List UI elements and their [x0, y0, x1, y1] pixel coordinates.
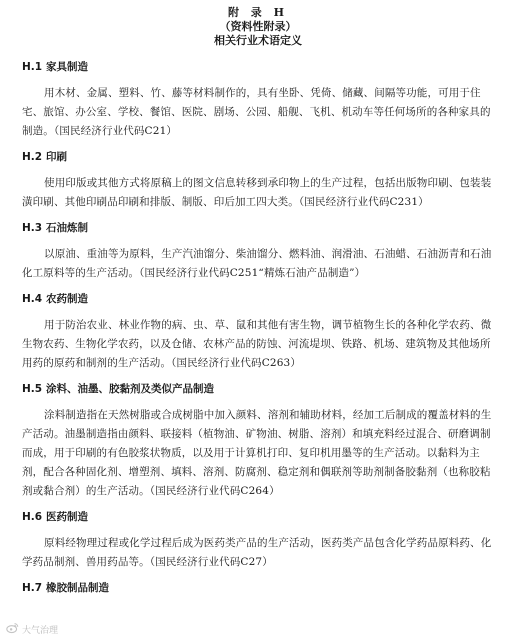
section-body: 用木材、金属、塑料、竹、藤等材料制作的，具有坐卧、凭倚、储藏、间隔等功能，可用于住宅、旅馆、办公室、学校、餐馆、医院、剧场、公园、船舰、飞机、机动车等任何场所的各种家具的制造。（国民经济行业代码C21） [22, 87, 491, 137]
section-title: 医药制造 [46, 511, 88, 523]
section-title: 石油炼制 [46, 222, 88, 234]
appendix-type: （资料性附录） [219, 20, 297, 33]
section-heading [22, 221, 494, 235]
section-heading [22, 292, 494, 306]
section-h2 [22, 150, 494, 212]
section-title: 农药制造 [46, 293, 88, 305]
section-title: 印刷 [46, 151, 67, 163]
section-body: 用于防治农业、林业作物的病、虫、草、鼠和其他有害生物，调节植物生长的各种化学农药、微生物农药、生物化学农药，以及仓储、农林产品的防蚀、河流堤坝、铁路、机场、建筑物及其他场所用药的原药和制剂的生产活动。（国民经济行业代码C263） [22, 319, 492, 369]
section-number: H.5 [22, 383, 43, 395]
section-number: H.4 [22, 293, 43, 305]
appendix-header [22, 6, 494, 48]
section-heading [22, 581, 494, 595]
section-title: 橡胶制品制造 [46, 582, 109, 594]
section-h5 [22, 382, 494, 501]
section-title: 涂料、油墨、胶黏剂及类似产品制造 [46, 383, 214, 395]
section-h7 [22, 581, 494, 595]
section-h6 [22, 510, 494, 572]
section-body: 使用印版或其他方式将原稿上的图文信息转移到承印物上的生产过程，包括出版物印刷、包装装潢印刷、其他印刷品印刷和排版、制版、印后加工四大类。（国民经济行业代码C231） [22, 177, 492, 208]
watermark-text: 大气治理 [22, 625, 59, 636]
doc-title: 相关行业术语定义 [214, 34, 302, 47]
section-number: H.2 [22, 151, 43, 163]
section-title: 家具制造 [46, 61, 88, 73]
section-h3 [22, 221, 494, 283]
watermark [6, 621, 58, 637]
section-heading [22, 510, 494, 524]
section-body: 以原油、重油等为原料，生产汽油馏分、柴油馏分、燃料油、润滑油、石油蜡、石油沥青和石油化工原料等的生产活动。（国民经济行业代码C251“精炼石油产品制造”） [22, 248, 492, 279]
section-body: 涂料制造指在天然树脂或合成树脂中加入颜料、溶剂和辅助材料，经加工后制成的覆盖材料的生产活动。油墨制造指由颜料、联接料（植物油、矿物油、树脂、溶剂）和填充料经过混合、研磨调制而成，用于印刷的有色胶浆状物质，以及用于计算机打印、复印机用墨等的生产活动。以黏料为主剂，配合各种固化剂、增塑剂、填料、溶剂、防腐剂、稳定剂和偶联剂等助剂制备胶黏剂（也称胶粘剂或黏合剂）的生产活动。（国民经济行业代码C264） [22, 409, 492, 497]
section-heading [22, 150, 494, 164]
section-heading [22, 60, 494, 74]
section-number: H.3 [22, 222, 43, 234]
section-body: 原料经物理过程或化学过程后成为医药类产品的生产活动，医药类产品包含化学药品原料药、化学药品制剂、兽用药品等。（国民经济行业代码C27） [22, 537, 492, 568]
section-heading [22, 382, 494, 396]
section-number: H.7 [22, 582, 43, 594]
section-h4 [22, 292, 494, 373]
appendix-title: 附 录 H [227, 6, 289, 19]
section-number: H.1 [22, 61, 43, 73]
weibo-icon [6, 621, 19, 637]
section-number: H.6 [22, 511, 43, 523]
section-h1 [22, 60, 494, 141]
